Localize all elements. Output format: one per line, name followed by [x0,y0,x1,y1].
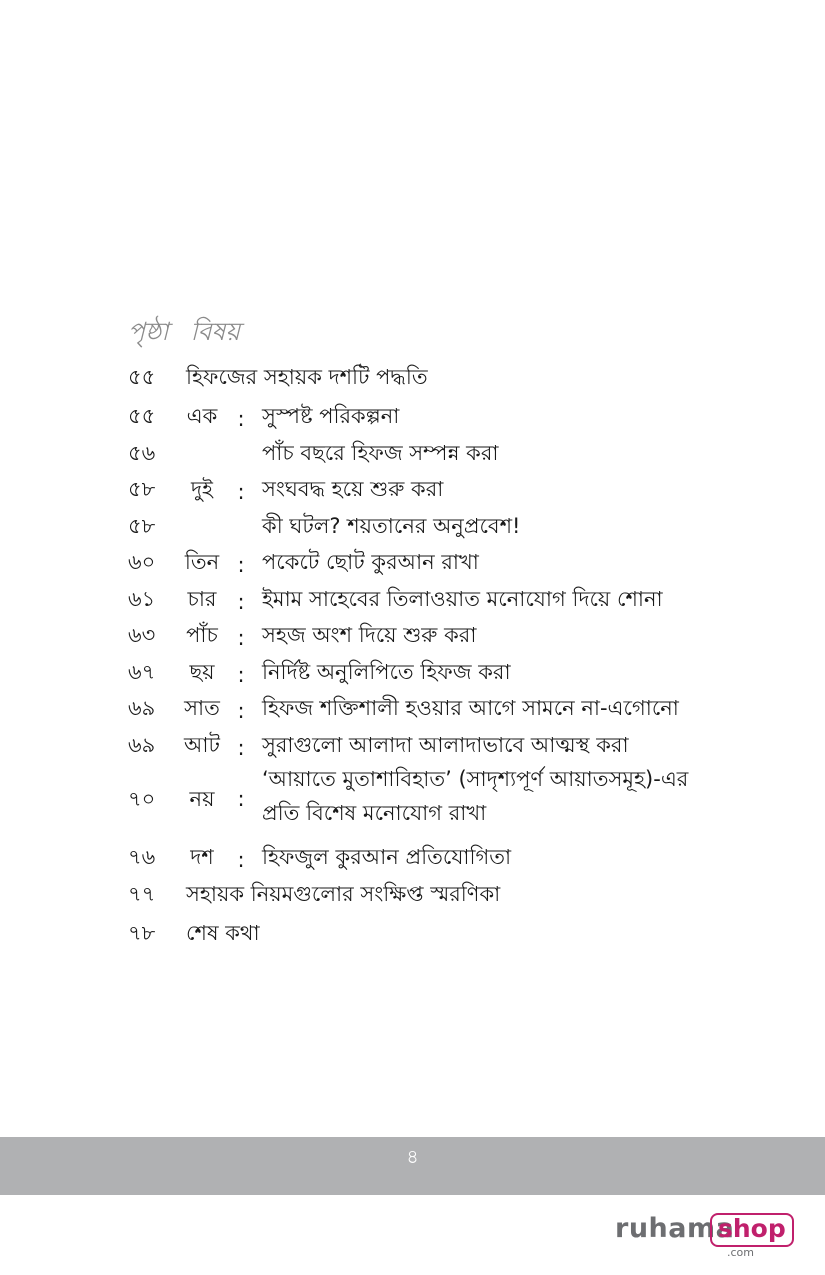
toc-page-number: ৬০ [128,550,156,574]
toc-title [262,584,663,614]
toc-title-line: ইমাম সাহেবের তিলাওয়াত মনোযোগ দিয়ে শোনা [262,586,663,611]
toc-entry [128,879,728,918]
toc-item-number: দুই [191,477,213,501]
toc-title-line: হিফজুল কুরআন প্রতিযোগিতা [262,845,512,869]
toc-title [262,693,679,723]
toc-header [128,312,254,355]
toc-item-number: নয় [189,787,215,811]
toc-item-number: ছয় [189,659,215,684]
toc-separator: : [237,848,245,872]
toc-page-number: ৬৯ [128,696,156,720]
toc-page-number: ৬৩ [128,623,156,647]
toc-title [262,438,498,468]
toc-entry [128,918,728,957]
toc-title [262,762,688,830]
toc-item-number: দশ [190,845,214,869]
toc-page-number: ৭০ [128,787,156,811]
table-of-contents [128,362,728,957]
toc-entry [128,474,728,511]
toc-title-line: নির্দিষ্ট অনুলিপিতে হিফজ করা [262,659,511,684]
toc-entry [128,842,728,879]
toc-item-number: তিন [184,550,220,574]
toc-entry [128,401,728,438]
toc-separator: : [237,553,245,577]
toc-title-line: পাঁচ বছরে হিফজ সম্পন্ন করা [262,440,499,465]
logo-text-com: .com [727,1246,754,1259]
toc-title [262,620,476,650]
toc-title [262,730,629,760]
toc-page-number: ৫৫ [128,365,156,389]
toc-separator: : [237,407,245,431]
toc-title-line: শেষ কথা [186,920,260,945]
toc-entry [128,693,728,730]
toc-title [262,511,520,541]
toc-title-line: সুস্পষ্ট পরিকল্পনা [262,404,400,428]
subject-column-label: বিষয় [190,317,241,346]
page-column-label: পৃষ্ঠা [128,317,169,346]
toc-separator: : [237,735,245,760]
toc-page-number: ৭৭ [128,881,156,906]
toc-entry [128,438,728,475]
toc-separator: : [237,480,245,504]
toc-entry [128,766,728,842]
toc-title-line: সহজ অংশ দিয়ে শুরু করা [262,623,477,647]
toc-title [186,918,260,948]
toc-separator: : [237,699,245,723]
toc-title-line: সংঘবদ্ধ হয়ে শুরু করা [262,477,444,501]
toc-title-line: হিফজ শক্তিশালী হওয়ার আগে সামনে না-এগোনো [262,696,679,720]
toc-title-line: সুরাগুলো আলাদা আলাদাভাবে আত্মস্থ করা [262,732,629,757]
toc-title [262,547,479,577]
toc-title-line: সহায়ক নিয়মগুলোর সংক্ষিপ্ত স্মরণিকা [186,881,501,906]
toc-separator: : [237,787,245,811]
toc-page-number: ৫৮ [128,477,156,501]
toc-title [262,842,511,872]
logo-text-shop: shop [710,1213,794,1247]
toc-separator: : [237,626,245,650]
page-number: ৪ [406,1146,419,1168]
toc-page-number: ৫৫ [128,404,156,428]
toc-title-line: পকেটে ছোট কুরআন রাখা [262,550,479,574]
toc-page-number: ৫৬ [128,440,156,465]
toc-page-number: ৭৮ [128,920,156,945]
footer-bar [0,1137,825,1195]
toc-item-number: পাঁচ [186,623,218,647]
toc-page-number: ৬৯ [128,732,156,757]
toc-title-line: হিফজের সহায়ক দশটি পদ্ধতি [186,365,428,389]
toc-separator: : [237,589,245,614]
toc-title [262,401,399,431]
toc-title-line: প্রতি বিশেষ মনোযোগ রাখা [262,801,487,825]
toc-title [186,362,428,392]
toc-item-number: সাত [184,696,220,720]
logo-text-ruhama: ruhama [615,1213,735,1244]
toc-page-number: ৬১ [128,586,156,611]
toc-title-line: ‘আয়াতে মুতাশাবিহাত’ (সাদৃশ্যপূর্ণ আয়াতসমূহ)-এর [262,767,689,791]
toc-title-line: কী ঘটল? শয়তানের অনুপ্রবেশ! [262,513,521,538]
toc-page-number: ৫৮ [128,513,156,538]
toc-separator: : [237,662,245,687]
toc-item-number: আট [184,732,220,757]
toc-page-number: ৭৬ [128,845,156,869]
toc-item-number: চার [187,586,217,611]
toc-entry [128,657,728,694]
toc-title [262,657,511,687]
toc-page-number: ৬৭ [128,659,156,684]
toc-entry [128,730,728,767]
toc-entry [128,362,728,401]
toc-entry [128,511,728,548]
toc-item-number: এক [186,404,218,428]
toc-entry [128,620,728,657]
toc-title [262,474,443,504]
toc-entry [128,584,728,621]
toc-entry [128,547,728,584]
toc-title [186,879,500,909]
